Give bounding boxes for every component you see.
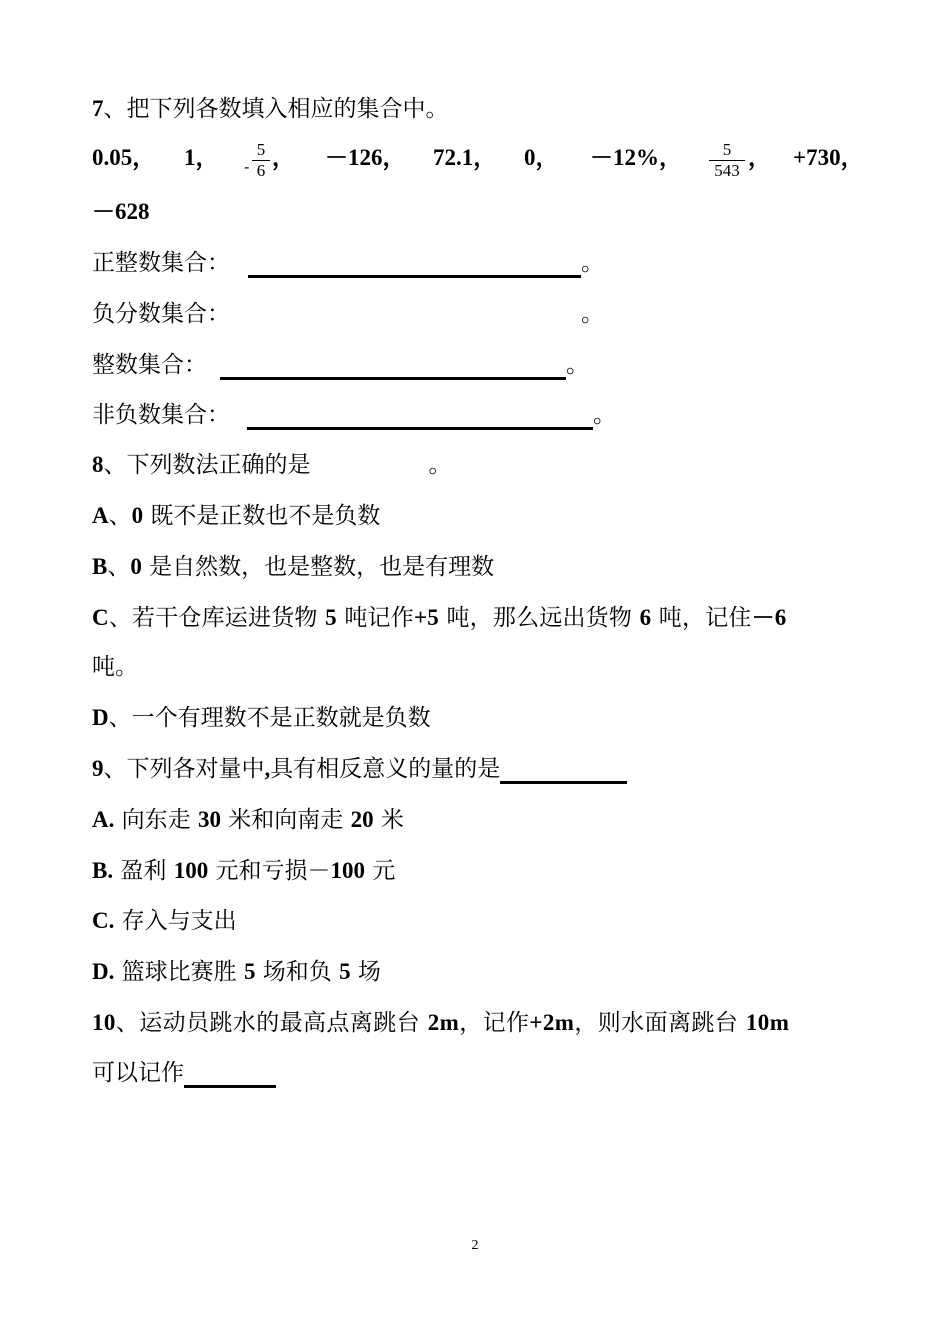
q7-text: 、把下列各数填入相应的集合中。: [103, 96, 449, 122]
q8-text: 、下列数法正确的是: [103, 452, 311, 478]
set-end: 。: [581, 250, 604, 276]
set-end: 。: [566, 352, 589, 378]
set-end: 。: [593, 402, 616, 428]
q7-number: 7: [92, 96, 104, 121]
fraction-numerator: 5: [722, 140, 732, 159]
set-integers: [92, 350, 589, 380]
option-text: 吨，那么远出货物: [438, 605, 640, 631]
q8-number: 8: [92, 452, 104, 477]
set-label: 负分数集合：: [92, 301, 230, 327]
q9-text: 、下列各对量中: [103, 756, 265, 782]
option-text: 向东走: [114, 807, 198, 833]
set-end: 。: [581, 301, 604, 327]
option-number: 0: [130, 554, 142, 579]
q8-option-d: [92, 703, 431, 733]
q10-cont: [92, 1058, 276, 1088]
q9-option-d: [92, 957, 381, 987]
q10-number: 10: [92, 1010, 116, 1035]
fraction-numerator: 5: [256, 140, 266, 159]
fraction-5-543: [709, 140, 745, 181]
option-letter: C: [92, 605, 109, 630]
q9-comma: ,: [264, 756, 271, 781]
answer-blank[interactable]: [311, 454, 429, 480]
option-text: 吨。: [92, 654, 138, 680]
number-item: 1，: [184, 145, 219, 170]
option-letter: D.: [92, 959, 115, 984]
set-non-negative: [92, 400, 616, 430]
q10-value: 2m: [427, 1010, 460, 1035]
fraction-separator: ，: [748, 145, 771, 170]
option-letter: D: [92, 705, 109, 730]
number-item: －126，: [325, 145, 406, 170]
q8-option-b: [92, 552, 494, 582]
number-item: －628: [92, 199, 150, 224]
option-text: 、若干仓库运进货物: [108, 605, 326, 631]
option-text: 吨记作: [336, 605, 414, 631]
answer-blank[interactable]: [500, 755, 627, 784]
q10-value: +2m: [529, 1010, 575, 1035]
q8-option-c-cont: [92, 652, 138, 682]
option-text: 盈利: [113, 858, 174, 884]
q10-text: 可以记作: [92, 1060, 184, 1086]
q10-text: ，则水面离跳台: [574, 1010, 746, 1036]
option-text: 元和亏损－: [208, 858, 331, 884]
option-letter: C.: [92, 908, 115, 933]
number-item: 72.1，: [433, 145, 497, 170]
option-number: 20: [350, 807, 374, 832]
option-sep: 、: [108, 503, 132, 529]
option-number: 5: [244, 959, 256, 984]
option-text: 米和向南走: [221, 807, 351, 833]
fraction-sign: -: [244, 157, 250, 176]
answer-blank[interactable]: [220, 351, 566, 380]
option-number: 100: [330, 858, 366, 883]
option-text: 一个有理数不是正数就是负数: [131, 705, 431, 731]
answer-blank[interactable]: [247, 401, 593, 430]
q8-end: 。: [428, 452, 452, 478]
option-number: －6: [751, 605, 787, 630]
option-sep: 、: [107, 554, 131, 580]
fraction-5-6: [252, 140, 270, 181]
set-label: 整数集合：: [92, 352, 207, 378]
q7-title: [92, 94, 449, 124]
q9-option-c: [92, 906, 237, 936]
option-number: 5: [339, 959, 351, 984]
number-item: －12%，: [590, 145, 682, 170]
option-number: 30: [198, 807, 221, 832]
option-text: 是自然数，也是整数，也是有理数: [141, 554, 495, 580]
option-text: 场: [350, 959, 381, 985]
q9-option-b: [92, 856, 395, 886]
number-item: 0，: [524, 145, 559, 170]
q9-title: [92, 754, 627, 784]
option-number: +5: [413, 605, 439, 630]
fraction-denominator: 543: [709, 160, 745, 181]
option-letter: B: [92, 554, 108, 579]
q8-option-a: [92, 501, 380, 531]
option-text: 吨，记住: [651, 605, 752, 631]
q8-title: [92, 450, 452, 480]
number-item: 0.05，: [92, 145, 156, 170]
q9-number: 9: [92, 756, 104, 781]
option-number: 0: [131, 503, 144, 528]
q10-text: ，记作: [459, 1010, 530, 1036]
option-number: 100: [173, 858, 209, 883]
q10-title: [92, 1008, 789, 1038]
option-number: 6: [639, 605, 652, 630]
option-text: 米: [373, 807, 404, 833]
q8-option-c: [92, 603, 787, 633]
option-text: 既不是正数也不是负数: [143, 503, 381, 529]
option-letter: A.: [92, 807, 115, 832]
q9-option-a: [92, 805, 404, 835]
set-positive-integers: [92, 248, 604, 278]
answer-blank[interactable]: [248, 249, 581, 278]
set-negative-fractions: [92, 299, 604, 329]
option-text: 场和负: [255, 959, 340, 985]
q10-value: 10m: [745, 1010, 790, 1035]
option-letter: B.: [92, 858, 114, 883]
set-label: 非负数集合：: [92, 402, 230, 428]
fraction-separator: ，: [272, 145, 295, 170]
q9-text2: 具有相反意义的量的是: [270, 756, 501, 782]
option-text: 存入与支出: [114, 908, 237, 934]
option-number: 5: [325, 605, 337, 630]
answer-blank[interactable]: [184, 1059, 276, 1088]
fraction-denominator: 6: [252, 160, 270, 181]
answer-blank[interactable]: [230, 303, 581, 329]
option-text: 篮球比赛胜: [114, 959, 244, 985]
option-letter: A: [92, 503, 109, 528]
q10-text: 、运动员跳水的最高点离跳台: [115, 1010, 428, 1036]
option-sep: 、: [108, 705, 132, 731]
number-item: +730，: [793, 145, 864, 170]
option-text: 元: [365, 858, 396, 884]
set-label: 正整数集合：: [92, 250, 230, 276]
page-number: 2: [471, 1238, 479, 1253]
